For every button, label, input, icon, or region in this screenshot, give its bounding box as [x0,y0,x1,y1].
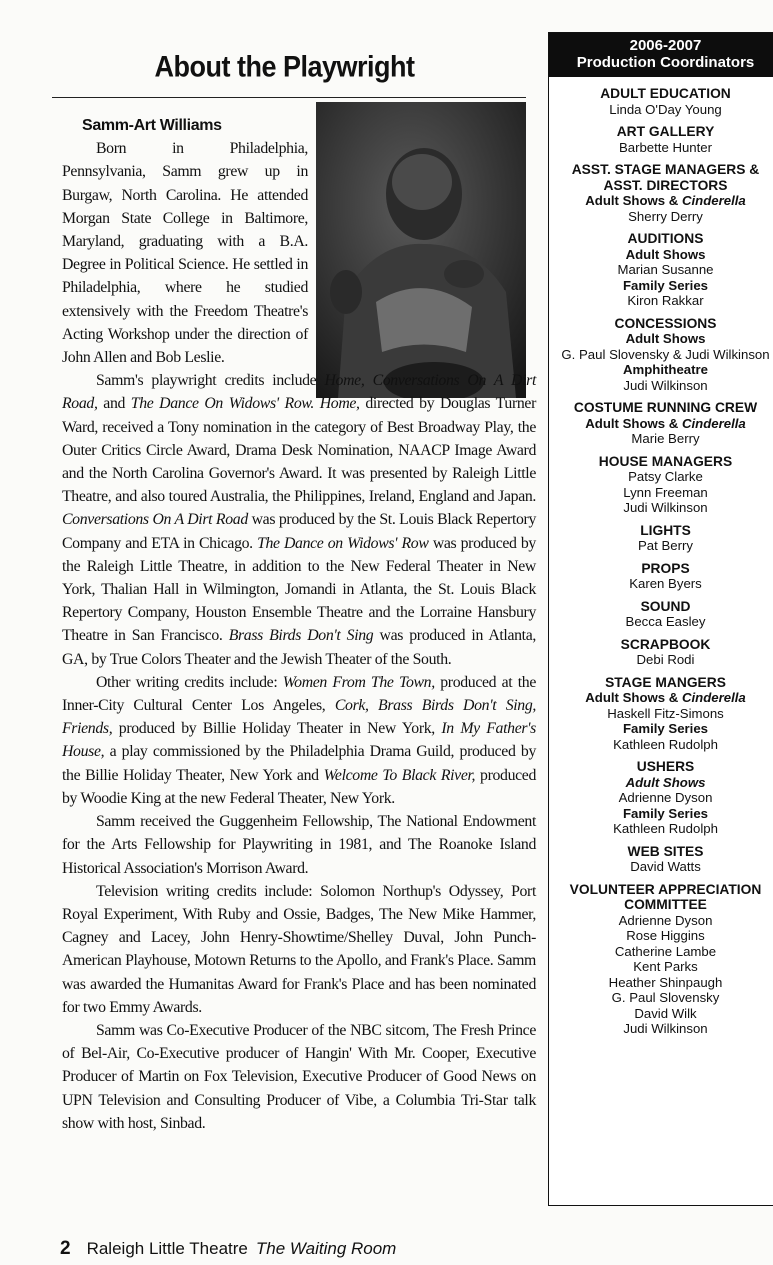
section-lights: LIGHTS Pat Berry [638,522,693,553]
bio-paragraph-3: Other writing credits include: Women From The Town, produced at the Inner-City Cultural Center Los Angeles, Cork, Brass Birds Don't Sing, Friends, produced by Billie Holiday Theater in New York, In My Father's House, a play commissioned by the Philadelphia Drama Guild, produced by the Billie Holiday Theater, New York and Welcome To Black River, produced by Woodie King at the new Federal Theater, New York. [62,673,536,807]
section-asst-stage-managers: ASST. STAGE MANAGERS & ASST. DIRECTORS Adult Shows & Cinderella Sherry Derry [571,162,760,224]
article-body [62,112,536,1135]
bio-paragraph-5: Television writing credits include: Solomon Northup's Odyssey, Port Royal Experiment, With Ruby and Ossie, Badges, The New Mike Hammer, Cagney and Lacey, John Henry-Showtime/Shelley Duval, John Punch-American Playhouse, Motown Returns to the Apollo, and Frank's Place. Samm was awarded the Humanitas Award for Frank's Place and has been nominated for two Emmy Awards. [62,882,536,1016]
section-adult-education: ADULT EDUCATION Linda O'Day Young [600,86,731,117]
bio-paragraph-4: Samm received the Guggenheim Fellowship, The National Endowment for the Arts Fellowship for Playwriting in 1981, and The Roanoke Island Historical Association's Morrison Award. [62,813,536,877]
section-concessions: CONCESSIONS Adult Shows G. Paul Slovensky & Judi Wilkinson Amphitheatre Judi Wilkinson [561,315,770,393]
bio-paragraph-2: Samm's playwright credits include Home, Conversations On A Dirt Road, and The Dance On Widows' Row. Home, directed by Douglas Turner Ward, received a Tony nomination in the category of Best Broadway Play, the Outer Critics Circle Award, Drama Desk Nomination, NAACP Image Award and the North Carolina Governor's Award. It was presented by Raleigh Little Theatre, and also toured Australia, the Philippines, Ireland, England and Japan. Conversations On A Dirt Road was produced by the St. Louis Black Repertory Company and ETA in Chicago. The Dance on Widows' Row was produced by the Raleigh Little Theatre, in addition to the New Federal Theater in New York, Thalian Hall in Wilmington, Jomandi in Atlanta, the St. Louis Black Repertory Company, Houston Ensemble Theatre and the Lorraine Hansbury Theatre in San Francisco. Brass Birds Don't Sing was produced in Atlanta, GA, by True Colors Theater and the Jewish Theater of the South. [62,372,536,668]
page-number: 2 [60,1238,71,1259]
section-scrapbook: SCRAPBOOK Debi Rodi [620,636,711,667]
section-house-managers: HOUSE MANAGERS Patsy Clarke Lynn Freeman Judi Wilkinson [598,453,733,515]
section-volunteer-appreciation: VOLUNTEER APPRECIATION COMMITTEE Adrienne Dyson Rose Higgins Catherine Lambe Kent Parks Heather Shinpaugh G. Paul Slovensky David Wilk Judi Wilkinson [569,881,762,1036]
bio-paragraph-1: Born in Philadelphia, Pennsylvania, Samm grew up in Burgaw, North Carolina. He attended Morgan State College in Baltimore, Maryland, graduating with a B.A. Degree in Political Science. He settled in Philadelphia, where he studied extensively with the Freedom Theatre's Acting Workshop under the direction of John Allen and Bob Leslie. [62,140,308,367]
section-sound: SOUND Becca Easley [625,598,706,629]
section-art-gallery: ART GALLERY Barbette Hunter [616,124,715,155]
page-title: About the Playwright [154,50,415,84]
footer-theatre: Raleigh Little Theatre [86,1239,248,1258]
playwright-name: Samm-Art Williams [82,117,222,134]
production-coordinators-sidebar [548,32,773,1206]
title-rule [52,97,526,98]
sidebar-heading: 2006-2007 Production Coordinators [549,33,773,77]
section-ushers: USHERS Adult Shows Adrienne Dyson Family Series Kathleen Rudolph [613,759,718,836]
section-costume-running-crew: COSTUME RUNNING CREW Adult Shows & Cinderella Marie Berry [573,400,758,446]
section-web-sites: WEB SITES David Watts [627,843,704,874]
footer-show-title: The Waiting Room [255,1239,397,1258]
section-auditions: AUDITIONS Adult Shows Marian Susanne Family Series Kiron Rakkar [617,231,714,308]
section-props: PROPS Karen Byers [629,560,702,591]
page-footer [60,1238,396,1260]
section-stage-managers: STAGE MANGERS Adult Shows & Cinderella Haskell Fitz-Simons Family Series Kathleen Rudolph [585,674,746,752]
bio-paragraph-6: Samm was Co-Executive Producer of the NBC sitcom, The Fresh Prince of Bel-Air, Co-Executive producer of Hangin' With Mr. Cooper, Executive Producer of Martin on Fox Television, Executive Producer of Good News on UPN Television and Consulting Producer of Vibe, a Columbia Tri-Star talk show with host, Sinbad. [62,1021,536,1132]
